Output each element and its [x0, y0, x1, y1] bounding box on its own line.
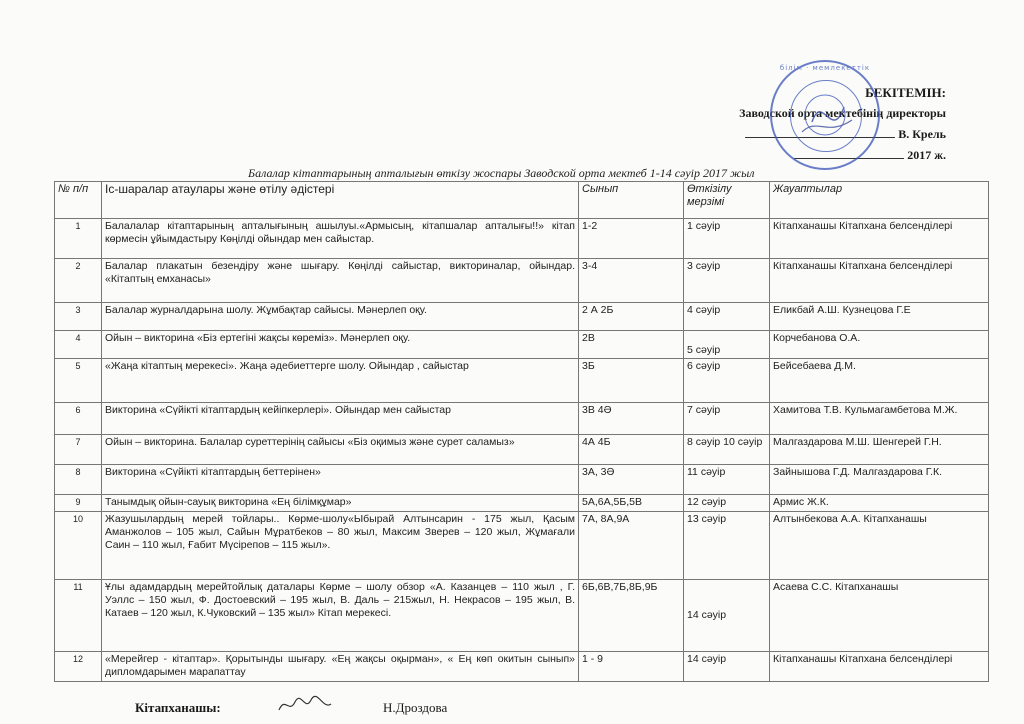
row-num: 9 — [55, 495, 102, 512]
table-row — [55, 512, 989, 580]
table-row — [55, 219, 989, 259]
header-class: Сынып — [579, 182, 684, 219]
table-row — [55, 331, 989, 359]
row-class: 3Б — [579, 359, 684, 403]
row-date: 8 сәуір 10 сәуір — [684, 435, 770, 465]
signature-scribble-icon — [275, 694, 335, 716]
row-date: 6 сәуір — [684, 359, 770, 403]
row-resp: Корчебанова О.А. — [770, 331, 989, 359]
row-resp: Бейсебаева Д.М. — [770, 359, 989, 403]
row-date: 7 сәуір — [684, 403, 770, 435]
row-resp: Зайнышова Г.Д. Малгаздарова Г.К. — [770, 465, 989, 495]
librarian-signature-row — [135, 700, 448, 716]
librarian-name: Н.Дроздова — [383, 700, 448, 715]
row-resp: Еликбай А.Ш. Кузнецова Г.Е — [770, 303, 989, 331]
row-name: «Мерейгер - кітаптар». Қорытынды шығару. «Ең жақсы оқырман», « Ең көп окитын сынып» дипломдарымен марапаттау — [102, 652, 579, 682]
document-title: Балалар кітаптарының апталығын өткізу жоспары Заводской орта мектеб 1-14 сәуір 2017 жыл — [248, 166, 755, 180]
approval-date: 2017 ж. — [907, 148, 946, 162]
row-name: Ойын – викторина «Біз ертегіні жақсы көреміз». Мәнерлеп оқу. — [102, 331, 579, 359]
table-row — [55, 259, 989, 303]
row-name: Викторина «Сүйікті кітаптардың кейіпкерлері». Ойындар мен сайыстар — [102, 403, 579, 435]
table-row — [55, 403, 989, 435]
row-class: 3-4 — [579, 259, 684, 303]
row-name: Балалалар кітаптарының апталығының ашылуы.«Армысың, кітапшалар апталығы!!» кітап көрмесін ұйымдастыру Көңілді ойындар мен сайыстар. — [102, 219, 579, 259]
row-class: 3В 4Ә — [579, 403, 684, 435]
row-resp: Армис Ж.К. — [770, 495, 989, 512]
row-name: «Жаңа кітаптың мерекесі». Жаңа әдебиеттерге шолу. Ойындар , сайыстар — [102, 359, 579, 403]
row-date: 11 сәуір — [684, 465, 770, 495]
table-row — [55, 652, 989, 682]
row-num: 5 — [55, 359, 102, 403]
row-date: 3 сәуір — [684, 259, 770, 303]
row-name: Танымдық ойын-сауық викторина «Ең білімқұмар» — [102, 495, 579, 512]
row-class: 5А,6А,5Б,5В — [579, 495, 684, 512]
row-num: 1 — [55, 219, 102, 259]
row-date: 14 сәуір — [684, 580, 770, 652]
row-class: 4А 4Б — [579, 435, 684, 465]
header-name: Іс-шаралар атаулары және өтілу әдістері — [102, 182, 579, 219]
row-resp: Малгаздарова М.Ш. Шенгерей Г.Н. — [770, 435, 989, 465]
row-name: Ұлы адамдардың мерейтойлық даталары Көрме – шолу обзор «А. Казанцев – 110 жыл , Г. Уэллс – 150 жыл, Ф. Достоевский – 195 жыл, В. Даль – 215жыл, Н. Некрасов – 195 жыл, В. Катаев – 120 жыл, К.Чуковский – 135 жыл» Кітап мерекесі. — [102, 580, 579, 652]
table-row — [55, 580, 989, 652]
row-num: 3 — [55, 303, 102, 331]
row-resp: Кітапханашы Кітапхана белсенділері — [770, 259, 989, 303]
row-date: 1 сәуір — [684, 219, 770, 259]
approval-director: В. Крель — [898, 127, 946, 141]
row-date: 12 сәуір — [684, 495, 770, 512]
row-date: 4 сәуір — [684, 303, 770, 331]
row-date: 13 сәуір — [684, 512, 770, 580]
row-num: 11 — [55, 580, 102, 652]
row-class: 1 - 9 — [579, 652, 684, 682]
row-resp: Кітапханашы Кітапхана белсенділері — [770, 652, 989, 682]
stamp-ring-text: білім · мемлекеттік — [779, 64, 871, 72]
row-class: 2 А 2Б — [579, 303, 684, 331]
row-num: 12 — [55, 652, 102, 682]
row-resp: Асаева С.С. Кітапханашы — [770, 580, 989, 652]
row-num: 7 — [55, 435, 102, 465]
row-name: Балалар журналдарына шолу. Жұмбақтар сайысы. Мәнерлеп оқу. — [102, 303, 579, 331]
row-class: 1-2 — [579, 219, 684, 259]
row-class: 3А, 3Ә — [579, 465, 684, 495]
table-row — [55, 435, 989, 465]
row-class: 7А, 8А,9А — [579, 512, 684, 580]
header-date: Өткізілу мерзімі — [684, 182, 770, 219]
row-resp: Алтынбекова А.А. Кітапханашы — [770, 512, 989, 580]
official-stamp — [770, 60, 880, 170]
row-name: Балалар плакатын безендіру және шығару. Көңілді сайыстар, викториналар, ойындар. «Кітаптың емханасы» — [102, 259, 579, 303]
row-date: 14 сәуір — [684, 652, 770, 682]
librarian-role: Кітапханашы: — [135, 700, 221, 715]
row-num: 6 — [55, 403, 102, 435]
table-row — [55, 465, 989, 495]
row-resp: Кітапханашы Кітапхана белсенділері — [770, 219, 989, 259]
row-num: 10 — [55, 512, 102, 580]
row-name: Жазушылардың мерей тойлары.. Көрме-шолу«Ыбырай Алтынсарин - 175 жыл, Қасым Аманжолов – 105 жыл, Сайын Мұратбеков – 80 жыл, Максим Зверев – 120 жыл, Жұмағали Саин – 110 жыл, Ғабит Мүсірепов – 115 жыл». — [102, 512, 579, 580]
table-row — [55, 495, 989, 512]
row-class: 6Б,6В,7Б,8Б,9Б — [579, 580, 684, 652]
header-num: № п/п — [55, 182, 102, 219]
row-name: Ойын – викторина. Балалар суреттерінің сайысы «Біз оқимыз және сурет саламыз» — [102, 435, 579, 465]
stamp-emblem-icon — [772, 62, 882, 172]
table-header-row — [55, 182, 989, 219]
table-row — [55, 359, 989, 403]
plan-table — [54, 181, 989, 682]
approval-title: БЕКІТЕМІН: — [865, 85, 946, 100]
row-num: 4 — [55, 331, 102, 359]
row-name: Викторина «Сүйікті кітаптардың беттерінен» — [102, 465, 579, 495]
row-date: 5 сәуір — [684, 331, 770, 359]
row-num: 2 — [55, 259, 102, 303]
table-row — [55, 303, 989, 331]
approval-line1: Заводской орта мектебінің директоры — [739, 106, 946, 120]
row-num: 8 — [55, 465, 102, 495]
header-resp: Жауаптылар — [770, 182, 989, 219]
row-resp: Хамитова Т.В. Кульмагамбетова М.Ж. — [770, 403, 989, 435]
row-class: 2В — [579, 331, 684, 359]
